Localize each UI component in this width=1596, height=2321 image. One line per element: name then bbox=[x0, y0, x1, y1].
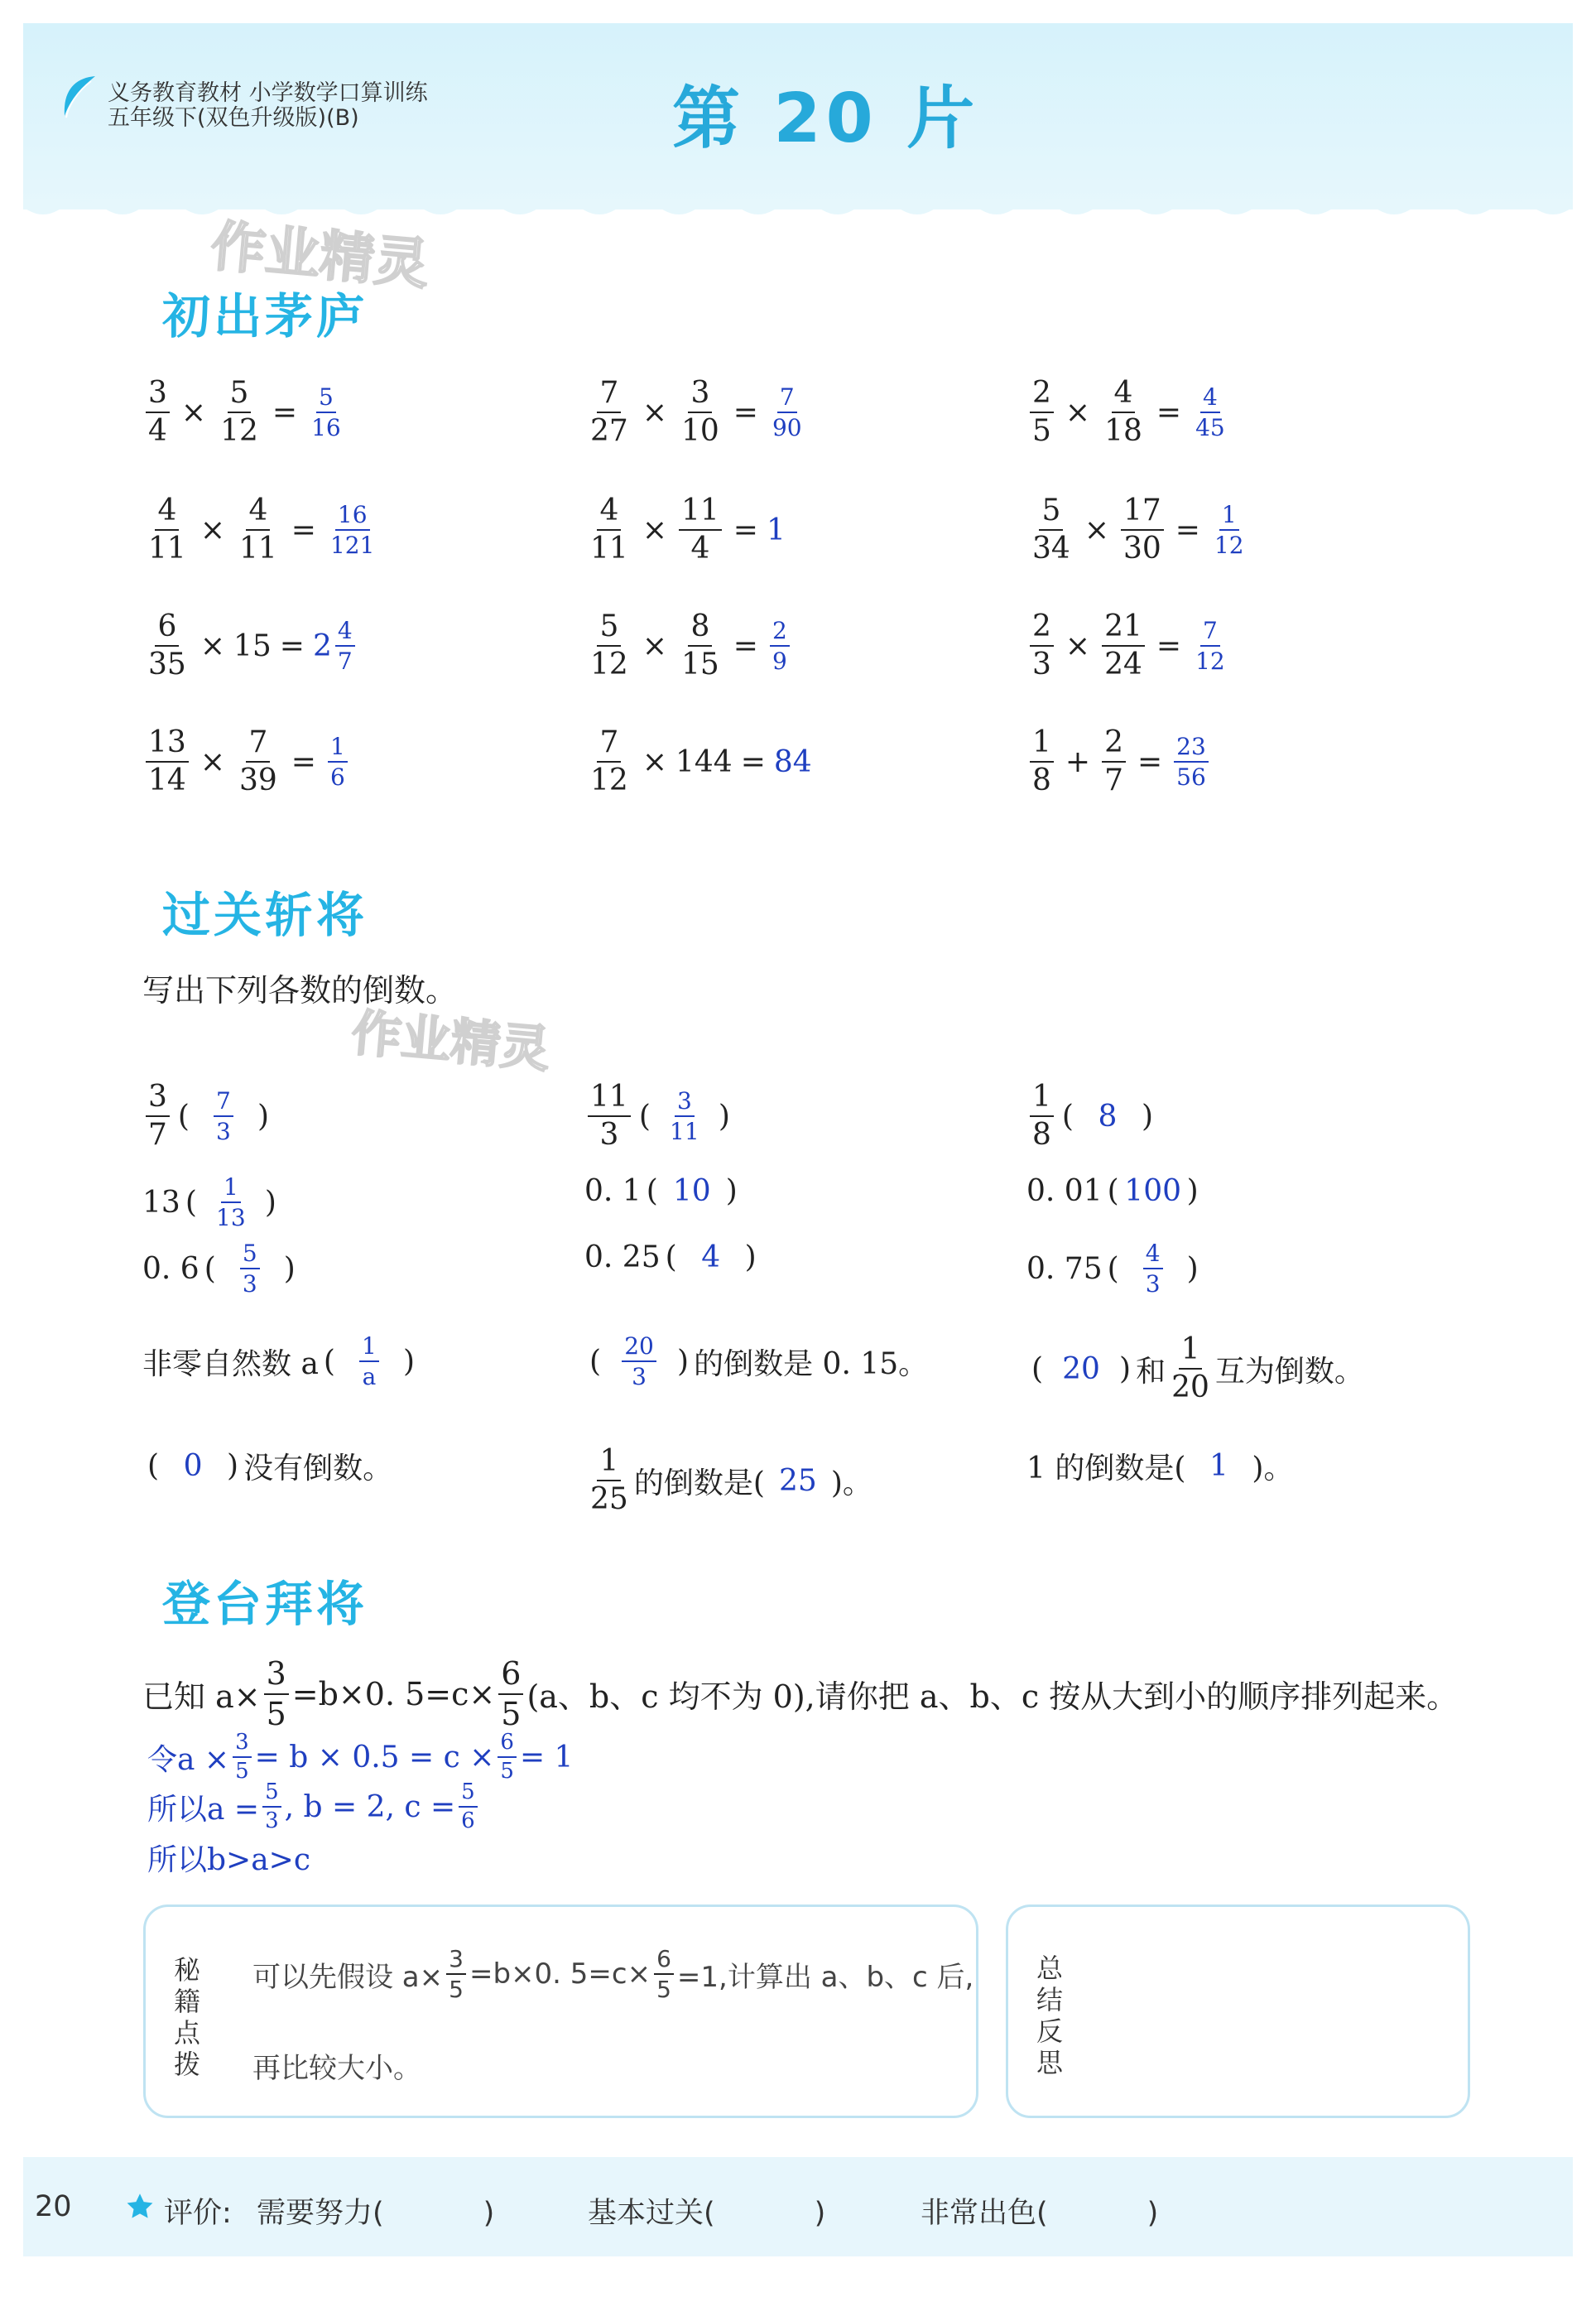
paren-open: ( bbox=[665, 1240, 677, 1274]
section-title-dengtaibaijiang: 登台拜将 bbox=[162, 1576, 368, 1632]
equals-sign: = bbox=[291, 744, 316, 779]
paren-close: ) bbox=[1186, 1251, 1199, 1286]
answer-number: 0 bbox=[183, 1449, 203, 1483]
reciprocal-item bbox=[584, 1081, 735, 1153]
paren-open: ( bbox=[638, 1099, 651, 1134]
paren-open: ( bbox=[1061, 1099, 1074, 1134]
paren-close: ) bbox=[718, 1099, 730, 1134]
instruction-text: 写出下列各数的倒数。 bbox=[142, 972, 458, 1009]
paren-close: ) bbox=[1119, 1351, 1132, 1386]
answer-number: 1 bbox=[1209, 1449, 1228, 1483]
operand-fraction: $\frac{5}{34}$ bbox=[1032, 494, 1070, 566]
operand-fraction: $\frac{21}{24}$ bbox=[1102, 610, 1145, 682]
given-fraction: $\frac{11}{3}$ bbox=[588, 1081, 631, 1153]
answer-slot bbox=[1048, 1352, 1114, 1386]
operand-fraction: $\frac{17}{30}$ bbox=[1121, 494, 1164, 566]
operator: × bbox=[642, 513, 667, 547]
problem-fraction-2: $\frac{6}{5}$ bbox=[498, 1656, 523, 1731]
paren-open: ( bbox=[646, 1174, 658, 1208]
book-title-line2: 五年级下(双色升级版)(B) bbox=[108, 105, 359, 131]
reciprocal-item bbox=[584, 1445, 873, 1517]
star-icon bbox=[124, 2192, 156, 2222]
rating-option-needs-work[interactable]: 需要努力( ) bbox=[257, 2197, 495, 2230]
paren-close: ) bbox=[677, 1344, 690, 1379]
answer-slot bbox=[1124, 1174, 1182, 1208]
paren-open: ( bbox=[1107, 1251, 1119, 1286]
answer-fraction: $\frac{4}{7}$ bbox=[335, 618, 355, 675]
paren-close: ) bbox=[227, 1449, 239, 1483]
operator: × bbox=[1084, 513, 1109, 547]
operand-fraction: $\frac{5}{12}$ bbox=[590, 609, 628, 682]
calc-problem bbox=[584, 726, 812, 798]
operator: × bbox=[1065, 395, 1091, 430]
equals-sign: = bbox=[733, 513, 758, 547]
equals-sign: = bbox=[1175, 513, 1200, 547]
given-number: 0. 25 bbox=[584, 1240, 661, 1274]
paren-open: ( bbox=[204, 1251, 216, 1286]
item-text: 的倒数是 0. 15。 bbox=[694, 1346, 929, 1381]
reciprocal-item bbox=[584, 1240, 762, 1274]
given-fraction: $\frac{1}{20}$ bbox=[1171, 1332, 1209, 1405]
answer-slot bbox=[340, 1333, 398, 1390]
solution-line-1: 令a × $\frac{3}{5}$ = b × 0.5 = c × $\frac{6}{5}$ = 1 bbox=[147, 1730, 574, 1784]
answer-fraction: $\frac{4}{45}$ bbox=[1195, 383, 1225, 442]
operator: + bbox=[1065, 744, 1091, 779]
answer-slot bbox=[765, 1464, 831, 1498]
operand-fraction: $\frac{4}{18}$ bbox=[1104, 376, 1142, 449]
operator: × bbox=[200, 513, 225, 547]
paren-open: ( bbox=[589, 1344, 602, 1379]
answer-fraction: $\frac{2}{9}$ bbox=[770, 618, 790, 675]
operand-fraction: $\frac{2}{5}$ bbox=[1030, 377, 1054, 449]
paren-close: ) bbox=[264, 1185, 276, 1220]
operator: × bbox=[1065, 628, 1091, 663]
paren-open: ( bbox=[323, 1344, 335, 1379]
solution-line-2: 所以a = $\frac{5}{3}$ , b = 2, c = $\frac{5}{6}$ bbox=[147, 1780, 481, 1833]
item-text: 没有倒数。 bbox=[243, 1452, 393, 1486]
answer-number: 1 bbox=[766, 513, 786, 547]
answer-number: 25 bbox=[778, 1463, 817, 1498]
answer-slot bbox=[164, 1449, 222, 1483]
calc-problem bbox=[1026, 610, 1231, 682]
answer-fraction: $\frac{3}{11}$ bbox=[670, 1086, 699, 1146]
reciprocal-item bbox=[142, 1240, 300, 1298]
item-text: 和 bbox=[1136, 1354, 1166, 1389]
answer-fraction: $\frac{1}{a}$ bbox=[359, 1333, 379, 1390]
calc-problem bbox=[1026, 377, 1231, 449]
answer-number: 100 bbox=[1124, 1174, 1182, 1208]
paren-open: ( bbox=[185, 1185, 197, 1220]
given-number: 0. 6 bbox=[142, 1251, 200, 1286]
answer-fraction: $\frac{20}{3}$ bbox=[622, 1333, 656, 1390]
paren-close: ) bbox=[283, 1251, 296, 1286]
answer-number: 8 bbox=[1098, 1099, 1118, 1134]
given-number: 0. 75 bbox=[1026, 1251, 1103, 1286]
paren-close: ) bbox=[725, 1174, 738, 1208]
operand-fraction: $\frac{7}{12}$ bbox=[590, 725, 628, 798]
equals-sign: = bbox=[272, 395, 298, 430]
answer-fraction: $\frac{7}{3}$ bbox=[214, 1088, 233, 1145]
problem-statement bbox=[142, 1656, 1458, 1731]
book-title-line1: 义务教育教材 小学数学口算训练 bbox=[108, 80, 428, 106]
paren-open: ( bbox=[1031, 1351, 1044, 1386]
paren-close: ) bbox=[257, 1099, 269, 1134]
reciprocal-item bbox=[1026, 1174, 1204, 1208]
equals-sign: = bbox=[1156, 628, 1182, 663]
operand-fraction: $\frac{6}{35}$ bbox=[148, 609, 186, 682]
reciprocal-item bbox=[142, 1174, 281, 1231]
operand-fraction: $\frac{8}{15}$ bbox=[680, 609, 719, 682]
reciprocal-item bbox=[142, 1081, 274, 1153]
reciprocal-item bbox=[1026, 1445, 1293, 1487]
reciprocal-item bbox=[1026, 1333, 1364, 1405]
operand-fraction: $\frac{3}{10}$ bbox=[680, 376, 719, 449]
answer-slot bbox=[195, 1088, 252, 1145]
reciprocal-item bbox=[584, 1333, 928, 1390]
operand-number: 144 bbox=[675, 744, 733, 779]
answer-fraction: $\frac{16}{121}$ bbox=[329, 500, 375, 560]
operand-fraction: $\frac{2}{7}$ bbox=[1102, 726, 1126, 798]
equals-sign: = bbox=[733, 628, 758, 663]
operator: × bbox=[642, 395, 667, 430]
solution-line-3: 所以b>a>c bbox=[147, 1843, 310, 1877]
paren-open: ( bbox=[147, 1449, 160, 1483]
answer-slot bbox=[606, 1333, 672, 1390]
answer-mixed bbox=[313, 618, 358, 675]
answer-slot bbox=[202, 1174, 260, 1231]
paren-close: ) bbox=[744, 1240, 757, 1274]
answer-fraction: $\frac{7}{90}$ bbox=[772, 383, 802, 442]
given-number: 13 bbox=[142, 1185, 180, 1220]
answer-slot bbox=[682, 1240, 740, 1274]
answer-number: 84 bbox=[773, 744, 812, 779]
equals-sign: = bbox=[279, 628, 305, 663]
operator: × bbox=[200, 744, 225, 779]
given-fraction: $\frac{3}{7}$ bbox=[146, 1081, 170, 1153]
tips-line-2: 再比较大小。 bbox=[252, 2052, 421, 2085]
operand-fraction: $\frac{5}{12}$ bbox=[220, 376, 258, 449]
section-title-guoguanzhanjiang: 过关斩将 bbox=[162, 887, 368, 943]
answer-slot bbox=[656, 1088, 714, 1145]
calc-problem bbox=[142, 726, 351, 798]
paren-close: ) bbox=[1186, 1174, 1199, 1208]
paren-open: ( bbox=[1107, 1174, 1119, 1208]
tips-label: 秘 籍 点 拨 bbox=[173, 1954, 200, 2080]
calc-problem bbox=[584, 610, 793, 682]
answer-fraction: $\frac{1}{6}$ bbox=[328, 734, 348, 791]
answer-slot bbox=[1079, 1100, 1137, 1134]
reciprocal-item bbox=[584, 1174, 743, 1208]
given-number: 0. 1 bbox=[584, 1174, 642, 1208]
equals-sign: = bbox=[733, 395, 758, 430]
item-text: )。 bbox=[830, 1466, 873, 1500]
problem-text-1: 已知 a× bbox=[142, 1678, 261, 1716]
calc-problem bbox=[1026, 494, 1250, 566]
answer-fraction: $\frac{1}{13}$ bbox=[216, 1173, 246, 1232]
given-number: 0. 01 bbox=[1026, 1174, 1103, 1208]
leaf-logo-icon bbox=[58, 73, 99, 123]
answer-fraction: $\frac{5}{3}$ bbox=[240, 1240, 260, 1298]
given-fraction: $\frac{1}{8}$ bbox=[1030, 1081, 1054, 1153]
calc-problem bbox=[142, 377, 347, 449]
problem-text-3: (a、b、c 均不为 0),请你把 a、b、c 按从大到小的顺序排列起来。 bbox=[526, 1678, 1459, 1716]
operand-fraction: $\frac{7}{27}$ bbox=[590, 376, 628, 449]
answer-fraction: $\frac{23}{56}$ bbox=[1174, 734, 1209, 791]
summary-box[interactable] bbox=[1006, 1904, 1470, 2118]
answer-slot bbox=[663, 1174, 721, 1208]
reciprocal-item bbox=[142, 1445, 392, 1487]
watermark-top: 作业精灵 bbox=[208, 214, 432, 297]
answer-slot bbox=[221, 1240, 279, 1298]
answer-fraction: $\frac{1}{12}$ bbox=[1214, 500, 1244, 560]
section-title-chuchumaolu: 初出茅庐 bbox=[162, 288, 368, 344]
operand-number: 15 bbox=[233, 628, 272, 663]
item-text: 1 的倒数是( bbox=[1026, 1452, 1186, 1486]
answer-whole: 2 bbox=[312, 628, 332, 663]
summary-label: 总 结 反 思 bbox=[1036, 1953, 1063, 2078]
page-number: 20 bbox=[35, 2190, 72, 2223]
equals-sign: = bbox=[1156, 395, 1182, 430]
item-text: 的倒数是( bbox=[633, 1466, 765, 1500]
watermark-middle: 作业精灵 bbox=[349, 1004, 553, 1080]
reciprocal-item bbox=[1026, 1081, 1158, 1153]
operator: × bbox=[642, 744, 667, 779]
calc-problem bbox=[584, 377, 808, 449]
calc-problem bbox=[1026, 726, 1212, 798]
answer-number: 20 bbox=[1062, 1351, 1100, 1386]
item-text: )。 bbox=[1252, 1452, 1294, 1486]
paren-close: ) bbox=[402, 1344, 416, 1379]
calc-problem bbox=[142, 610, 358, 682]
tips-line-1: 可以先假设 a× $\frac{3}{5}$ =b×0. 5=c× $\frac{6}{5}$ =1,计算出 a、b、c 后, bbox=[252, 1945, 974, 2004]
operator: × bbox=[200, 628, 225, 663]
tips-box bbox=[143, 1904, 978, 2118]
equals-sign: = bbox=[1137, 744, 1163, 779]
rating-option-basic-pass[interactable]: 基本过关( ) bbox=[588, 2197, 826, 2230]
item-text: 非零自然数 a bbox=[142, 1346, 319, 1381]
reciprocal-item bbox=[1026, 1240, 1204, 1298]
calc-problem bbox=[584, 494, 786, 566]
problem-text-2: =b×0. 5=c× bbox=[291, 1675, 496, 1712]
operand-fraction: $\frac{11}{4}$ bbox=[679, 494, 722, 566]
problem-fraction-1: $\frac{3}{5}$ bbox=[264, 1656, 289, 1731]
answer-fraction: $\frac{5}{16}$ bbox=[311, 383, 341, 442]
operator: × bbox=[180, 395, 207, 430]
answer-fraction: $\frac{4}{3}$ bbox=[1143, 1240, 1163, 1298]
operand-fraction: $\frac{7}{39}$ bbox=[238, 725, 277, 798]
page-title: 第 20 片 bbox=[672, 79, 980, 158]
given-fraction: $\frac{1}{25}$ bbox=[590, 1444, 628, 1517]
calc-problem bbox=[142, 494, 380, 566]
operand-fraction: $\frac{3}{4}$ bbox=[146, 377, 170, 449]
operator: × bbox=[642, 628, 667, 663]
item-text: 互为倒数。 bbox=[1214, 1354, 1364, 1389]
paren-close: ) bbox=[1141, 1099, 1153, 1134]
answer-slot bbox=[1124, 1240, 1182, 1298]
operand-fraction: $\frac{4}{11}$ bbox=[590, 494, 628, 566]
reciprocal-item bbox=[142, 1333, 420, 1390]
operand-fraction: $\frac{2}{3}$ bbox=[1030, 610, 1054, 682]
operand-fraction: $\frac{4}{11}$ bbox=[238, 494, 277, 566]
answer-number: 10 bbox=[672, 1174, 711, 1208]
answer-fraction: $\frac{7}{12}$ bbox=[1195, 616, 1225, 676]
answer-number: 4 bbox=[701, 1240, 721, 1274]
equals-sign: = bbox=[740, 744, 766, 779]
answer-slot bbox=[1185, 1449, 1252, 1483]
equals-sign: = bbox=[291, 513, 316, 547]
operand-fraction: $\frac{1}{8}$ bbox=[1030, 726, 1054, 798]
rating-label: 评价: bbox=[164, 2197, 232, 2230]
operand-fraction: $\frac{4}{11}$ bbox=[148, 494, 186, 566]
operand-fraction: $\frac{13}{14}$ bbox=[146, 726, 189, 798]
paren-open: ( bbox=[177, 1099, 190, 1134]
rating-option-excellent[interactable]: 非常出色( ) bbox=[921, 2197, 1159, 2230]
